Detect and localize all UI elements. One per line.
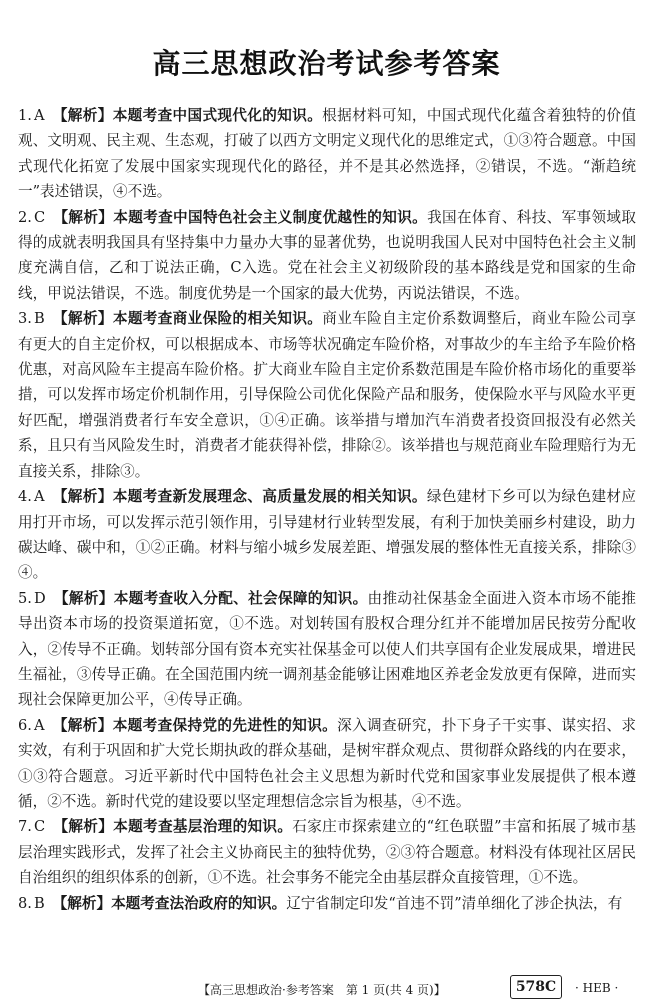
answer-item [18,891,636,916]
answer-letter: A [33,716,45,734]
footer-text: 【高三思想政治·参考答案 第 1 页(共 4 页)】 [198,983,446,997]
answer-letter: A [33,488,45,506]
page-title: 高三思想政治考试参考答案 [152,47,501,80]
analysis-text: 石家庄市探索建立的“红色联盟”丰富和拓展了城市基层治理实践形式，发挥了社会主义协商民主的独特优势，②③符合题意。材料没有体现社区居民自治组织的组织体系的创新，①不选。社会事务不能完全由基层群众直接管理，①不选。 [18,818,636,887]
analysis-text: 辽宁省制定印发“首违不罚”清单细化了涉企执法，有 [286,894,623,912]
question-number: 6. [18,716,32,734]
answer-item [18,484,636,586]
analysis-text: 根据材料可知，中国式现代化蕴含着独特的价值观、文明观、民主观、生态观，打破了以西方文明定义现代化的思维定式，①③符合题意。中国式现代化拓宽了发展中国家实现现代化的路径，并不是其必然选择，②错误，不选。“渐趋统一”表述错误，④不选。 [18,107,636,201]
question-topic: 本题考查保持党的先进性的知识。 [112,716,338,734]
answer-letter: C [33,818,46,836]
question-number: 2. [18,208,32,226]
page-footer [0,974,653,1002]
analysis-tag: 【解析】 [52,488,113,506]
analysis-tag: 【解析】 [52,310,113,328]
answer-letter: B [33,894,45,912]
analysis-text: 我国在体育、科技、军事领域取得的成就表明我国具有坚持集中力量办大事的显著优势，也说明我国人民对中国特色社会主义制度充满自信，乙和丁说法正确，C入选。党在社会主义初级阶段的基本路线是党和国家的生命线，甲说法错误，不选。制度优势是一个国家的最大优势，丙说法错误，不选。 [18,208,636,302]
question-topic: 本题考查收入分配、社会保障的知识。 [113,589,368,607]
answer-item [18,586,636,713]
answer-letter: C [33,208,46,226]
analysis-text: 由推动社保基金全面进入资本市场不能推导出资本市场的投资渠道拓宽，①不选。对划转国有股权合理分红并不能增加居民按劳分配收入，②传导不正确。划转部分国有资本充实社保基金可以使人们共享国有企业发展成果，增进民生福祉，③传导正确。在全国范围内统一调剂基金能够让困难地区养老金发放更有保障，进而实现社会保障更加公平，④传导正确。 [18,589,636,709]
question-number: 8. [18,894,32,912]
answer-letter: B [33,310,45,328]
analysis-text: 商业车险自主定价系数调整后，商业车险公司享有更大的自主定价权，可以根据成本、市场等状况确定车险价格，对事故少的车主给予车险价格优惠，对高风险车主提高车险价格。扩大商业车险自主定价系数范围是车险价格市场化的重要举措，可以发挥市场定价机制作用，引导保险公司优化保险产品和服务，使保险水平与风险水平更好匹配，增强消费者行车安全意识，①④正确。该举措与增加汽车消费者投资回报没有必然关系，且只有当风险发生时，消费者才能获得补偿，排除②。该举措也与规范商业车险理赔行为无直接关系，排除③。 [18,310,636,480]
answer-letter: D [33,589,46,607]
analysis-tag: 【解析】 [53,208,114,226]
answer-letter: A [33,107,45,124]
answer-item [18,814,636,890]
question-topic: 本题考查中国式现代化的知识。 [112,107,323,124]
analysis-tag: 【解析】 [53,818,114,836]
analysis-tag: 【解析】 [53,589,114,607]
analysis-tag: 【解析】 [52,894,112,912]
footer-mark: · HEB · [575,981,619,995]
question-topic: 本题考查新发展理念、高质量发展的相关知识。 [112,488,427,506]
answer-item [18,306,636,484]
question-number: 3. [18,310,32,328]
question-topic: 本题考查中国特色社会主义制度优越性的知识。 [113,208,428,226]
question-topic: 本题考查商业保险的相关知识。 [112,310,323,328]
question-topic: 本题考查法治政府的知识。 [111,894,287,912]
analysis-text: 深入调查研究，扑下身子干实事、谋实招、求实效，有利于巩固和扩大党长期执政的群众基础，是树牢群众观点、贯彻群众路线的内在要求，①③符合题意。习近平新时代中国特色社会主义思想为新时代党和国家事业发展提供了根本遵循，②不选。新时代党的建设要以坚定理想信念宗旨为根基，④不选。 [18,716,636,810]
analysis-text: 绿色建材下乡可以为绿色建材应用打开市场，可以发挥示范引领作用，引导建材行业转型发展，有利于加快美丽乡村建设，助力碳达峰、碳中和，①②正确。材料与缩小城乡发展差距、增强发展的整体性无直接关系，排除③④。 [18,488,636,582]
question-number: 4. [18,488,32,506]
answer-item [18,205,636,307]
exam-code-box: 578C [510,975,562,999]
question-number: 7. [18,818,32,836]
answer-item [18,103,636,205]
answer-list [18,103,636,916]
analysis-tag: 【解析】 [52,716,113,734]
question-topic: 本题考查基层治理的知识。 [113,818,293,836]
question-number: 1. [18,107,32,124]
answer-item [18,713,636,815]
analysis-tag: 【解析】 [52,107,113,124]
question-number: 5. [18,589,32,607]
